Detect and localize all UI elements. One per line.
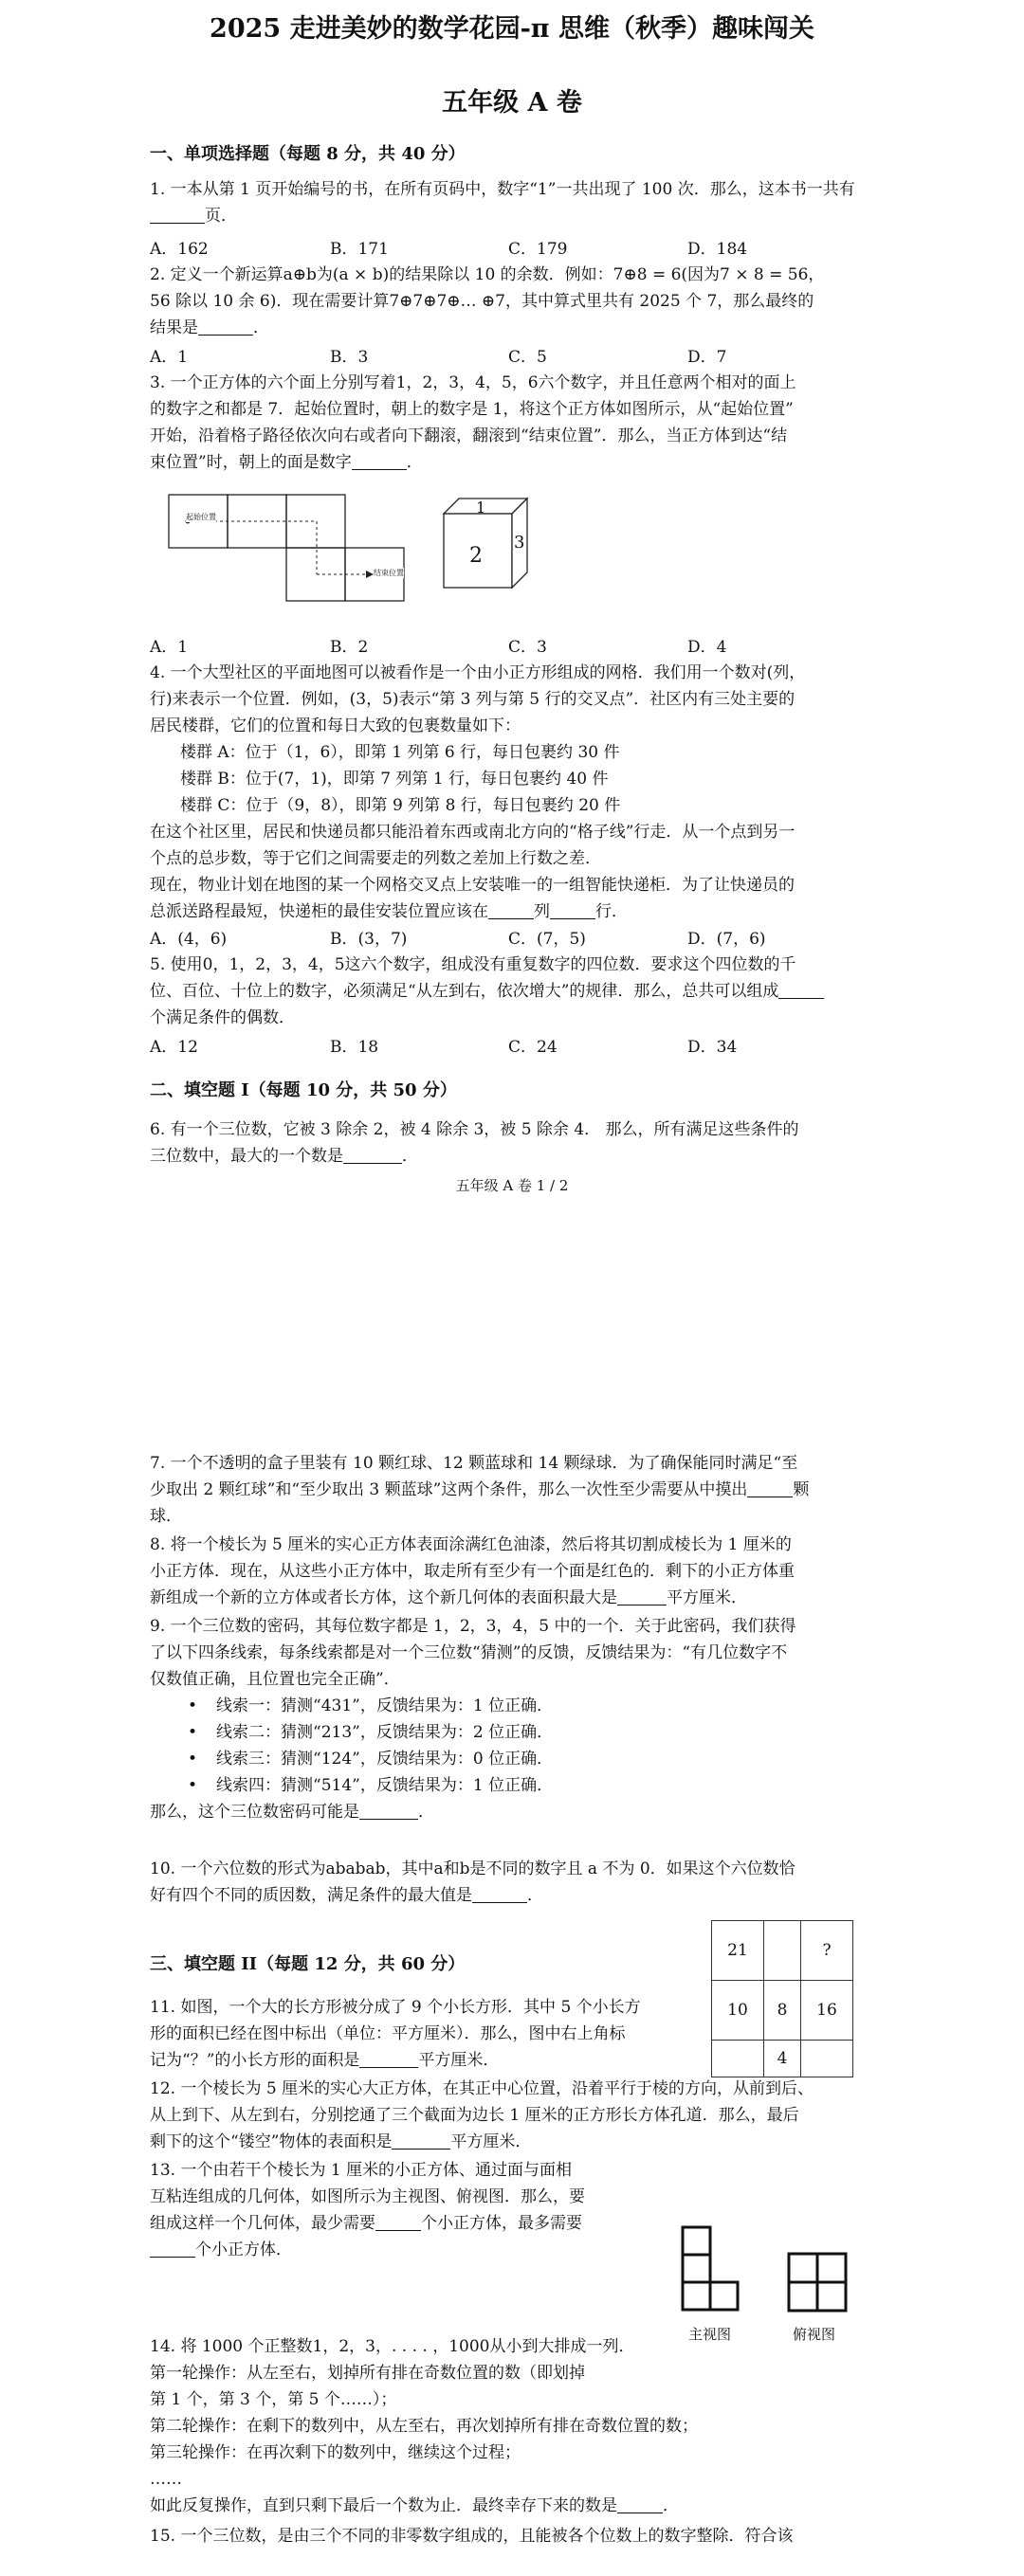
grid-cell: 8: [764, 1981, 801, 2041]
exam-title: 2025 走进美妙的数学花园-π 思维（秋季）趣味闯关: [210, 14, 814, 44]
answer-blank: [550, 901, 595, 919]
answer-blank: [375, 2213, 421, 2231]
section-3-heading: 三、填空题 II（每题 12 分，共 60 分）: [150, 1954, 466, 1974]
option-b: B．171: [330, 240, 389, 259]
grid-cell: [712, 2041, 764, 2077]
option-c: C．5: [508, 348, 547, 367]
answer-blank: [359, 1802, 418, 1820]
area-grid-figure: [711, 1920, 853, 2077]
answer-blank: [343, 1146, 402, 1164]
grid-cell: 21: [712, 1921, 764, 1981]
cube-front-face-number: 2: [469, 544, 483, 568]
question-8: 8. 将一个棱长为 5 厘米的实心正方体表面涂满红色油漆，然后将其切割成棱长为 1 厘米的 小正方体．现在，从这些小正方体中，取走所有至少有一个面是红色的．剩下的小正方体重 新组成一个新的立方体或者长方体，这个新几何体的表面积最大是 平方厘米．: [150, 1535, 795, 1607]
building-a: 楼群 A：位于（1，6），即第 1 列第 6 行，每日包裹约 30 件: [180, 743, 620, 762]
option-d: D．4: [687, 638, 727, 657]
section-2-heading: 二、填空题 I（每题 10 分，共 50 分）: [150, 1080, 457, 1100]
grid-cell: [801, 2041, 853, 2077]
option-c: C．3: [508, 638, 547, 657]
option-a: A．162: [150, 240, 209, 259]
clue-3: • 线索三：猜测“124”，反馈结果为：0 位正确．: [150, 1746, 870, 1772]
question-1: 1. 一本从第 1 页开始编号的书，在所有页码中，数字“1”一共出现了 100 次．那么，这本书一共有页．: [150, 180, 855, 226]
option-d: D．184: [687, 240, 748, 259]
question-11: 11. 如图，一个大的长方形被分成了 9 个小长方形．其中 5 个小长方 形的面积已经在图中标出（单位：平方厘米）．那么，图中右上角标 记为“？”的小长方形的面积是 平方厘米．: [150, 1998, 641, 2070]
section-1-heading: 一、单项选择题（每题 8 分，共 40 分）: [150, 144, 466, 164]
option-b: B．18: [330, 1038, 379, 1057]
answer-blank: [150, 2240, 195, 2258]
option-d: D．34: [687, 1038, 738, 1057]
answer-blank: [778, 981, 824, 999]
question-1-options: [150, 235, 870, 262]
option-a: A．12: [150, 1038, 198, 1057]
rolling-path-figure: [167, 493, 415, 605]
question-7: 7. 一个不透明的盒子里装有 10 颗红球、12 颗蓝球和 14 颗绿球．为了确保能同时满足“至 少取出 2 颗红球”和“至少取出 3 颗蓝球”这两个条件，那么一次性至少需要从中摸出 颗 球．: [150, 1454, 810, 1526]
start-position-label: 起始位置: [186, 513, 216, 521]
cube-side-face-number: 3: [514, 533, 525, 553]
option-c: C．24: [508, 1038, 558, 1057]
clue-2: • 线索二：猜测“213”，反馈结果为：2 位正确．: [150, 1719, 870, 1746]
question-4-options: [150, 925, 870, 952]
grid-cell: ?: [801, 1921, 853, 1981]
question-15: 15. 一个三位数，是由三个不同的非零数字组成的，且能被各个位数上的数字整除．符合该: [150, 2527, 794, 2546]
question-13: 13. 一个由若干个棱长为 1 厘米的小正方体、通过面与面相 互粘连组成的几何体，如图所示为主视图、俯视图．那么，要 组成这样一个几何体，最少需要 个小正方体，最多需要 个小正方体．: [150, 2161, 585, 2259]
option-d: D．7: [687, 348, 727, 367]
exam-subtitle: 五年级 A 卷: [442, 88, 582, 118]
answer-blank: [150, 206, 205, 224]
grid-cell: 4: [764, 2041, 801, 2077]
question-2-options: [150, 343, 870, 370]
option-c: C．(7，5): [508, 930, 586, 949]
question-10: 10. 一个六位数的形式为ababab，其中a和b是不同的数字且 a 不为 0．如果这个六位数恰 好有四个不同的质因数，满足条件的最大值是 ．: [150, 1859, 795, 1905]
question-6: 6. 有一个三位数，它被 3 除余 2，被 4 除余 3，被 5 除余 4． 那么，所有满足这些条件的 三位数中，最大的一个数是 ．: [150, 1120, 799, 1166]
option-b: B．3: [330, 348, 369, 367]
answer-blank: [747, 1479, 793, 1497]
answer-blank: [392, 2132, 450, 2150]
answer-blank: [359, 2050, 418, 2068]
option-d: D．(7，6): [687, 930, 766, 949]
option-a: A．1: [150, 638, 189, 657]
grid-cell: [764, 1921, 801, 1981]
clue-1: • 线索一：猜测“431”，反馈结果为：1 位正确．: [150, 1693, 870, 1719]
question-12: 12. 一个棱长为 5 厘米的实心大正方体，在其正中心位置，沿着平行于棱的方向，从前到后、 从上到下、从左到右，分别挖通了三个截面为边长 1 厘米的正方形长方体孔道．那么，最后 剩下的这个“镂空”物体的表面积是 平方厘米．: [150, 2079, 814, 2151]
answer-blank: [617, 1587, 667, 1605]
top-view-label: 俯视图: [793, 2326, 836, 2343]
cube-figure: [440, 497, 535, 591]
question-5-options: [150, 1033, 870, 1060]
option-b: B．(3，7): [330, 930, 408, 949]
clue-4: • 线索四：猜测“514”，反馈结果为：1 位正确．: [150, 1772, 870, 1799]
question-3: 3. 一个正方体的六个面上分别写着1，2，3，4，5，6六个数字，并且任意两个相对的面上 的数字之和都是 7．起始位置时，朝上的数字是 1，将这个正方体如图所示，从“起始位置” 开始，沿着格子路径依次向右或者向下翻滚，翻滚到“结束位置”．那么，当正方体到达“结 束位置”时，朝上的面是数字 ．: [150, 373, 796, 472]
cube-top-face-number: 1: [476, 499, 486, 517]
answer-blank: [198, 317, 253, 336]
answer-blank: [617, 2495, 663, 2513]
front-view-label: 主视图: [688, 2326, 732, 2343]
building-b: 楼群 B：位于(7，1)，即第 7 列第 1 行，每日包裹约 40 件: [180, 770, 609, 789]
question-14: 14. 将 1000 个正整数1，2，3，. . . . ，1000从小到大排成一列． 第一轮操作：从左至右，划掉所有排在奇数位置的数（即划掉 第 1 个，第 3 个，第 5 个……）； 第二轮操作：在剩下的数列中，从左至右，再次划掉所有排在奇数位置的数； 第三轮操作：在再次剩下的数列中，继续这个过程； …… 如此反复操作，直到只剩下最后一个数为止．最终幸存下来的数是 ．: [150, 2337, 698, 2515]
question-3-options: [150, 633, 870, 660]
grid-cell: 10: [712, 1981, 764, 2041]
grid-cell: 16: [801, 1981, 853, 2041]
option-b: B．2: [330, 638, 369, 657]
top-view-figure: [787, 2252, 848, 2313]
answer-blank: [472, 1885, 527, 1903]
front-view-figure: [681, 2225, 740, 2313]
answer-blank: [352, 452, 407, 470]
option-a: A．(4，6): [150, 930, 228, 949]
question-9: 9. 一个三位数的密码，其每位数字都是 1，2，3，4，5 中的一个．关于此密码，我们获得 了以下四条线索，每条线索都是对一个三位数“猜测”的反馈，反馈结果为：“有几位数字不 仅数值正确，且位置也完全正确”． • 线索一：猜测“431”，反馈结果为：1 位正确． • 线索二：猜测“213”，反馈结果为：2 位正确． • 线索三：猜测“124”，反馈结果为：0 位正确． • 线索四：猜测“514”，反馈结果为：1 位正确． 那么，这个三位数密码可能是 ．: [150, 1613, 870, 1825]
question-4: 4. 一个大型社区的平面地图可以被看作是一个由小正方形组成的网格．我们用一个数对(列， 行)来表示一个位置．例如，(3，5)表示“第 3 列与第 5 行的交叉点”．社区内有三处主要的 居民楼群，它们的位置和每日大致的包裹数量如下： 楼群 A：位于（1，6），即第 1 列第 6 行，每日包裹约 30 件 楼群 B：位于(7，1)，即第 7 列第 1 行，每日包裹约 40 件 楼群 C：位于（9，8），即第 9 列第 8 行，每日包裹约 20 件 在这个社区里，居民和快递员都只能沿着东西或南北方向的“格子线”行走．从一个点到另一 个点的总步数，等于它们之间需要走的列数之差加上行数之差． 现在，物业计划在地图的某一个网格交叉点上安装唯一的一组智能快递柜．为了让快递员的 总派送路程最短，快递柜的最佳安装位置应该在 列 行．: [150, 660, 870, 925]
end-position-label: 结束位置: [374, 569, 404, 577]
page-footer: 五年级 A 卷 1 / 2: [455, 1177, 569, 1194]
question-2: 2. 定义一个新运算a⊕b为(a × b)的结果除以 10 的余数．例如：7⊕8 = 6(因为7 × 8 = 56， 56 除以 10 余 6)．现在需要计算7⊕7⊕7⊕… ⊕7，其中算式里共有 2025 个 7，那么最终的 结果是 ．: [150, 265, 825, 337]
question-5: 5. 使用0，1，2，3，4，5这六个数字，组成没有重复数字的四位数．要求这个四位数的千 位、百位、十位上的数字，必须满足“从左到右，依次增大”的规律．那么，总共可以组成 个满足条件的偶数．: [150, 952, 870, 1031]
building-c: 楼群 C：位于（9，8），即第 9 列第 8 行，每日包裹约 20 件: [180, 796, 621, 815]
answer-blank: [488, 901, 534, 919]
option-a: A．1: [150, 348, 189, 367]
option-c: C．179: [508, 240, 568, 259]
